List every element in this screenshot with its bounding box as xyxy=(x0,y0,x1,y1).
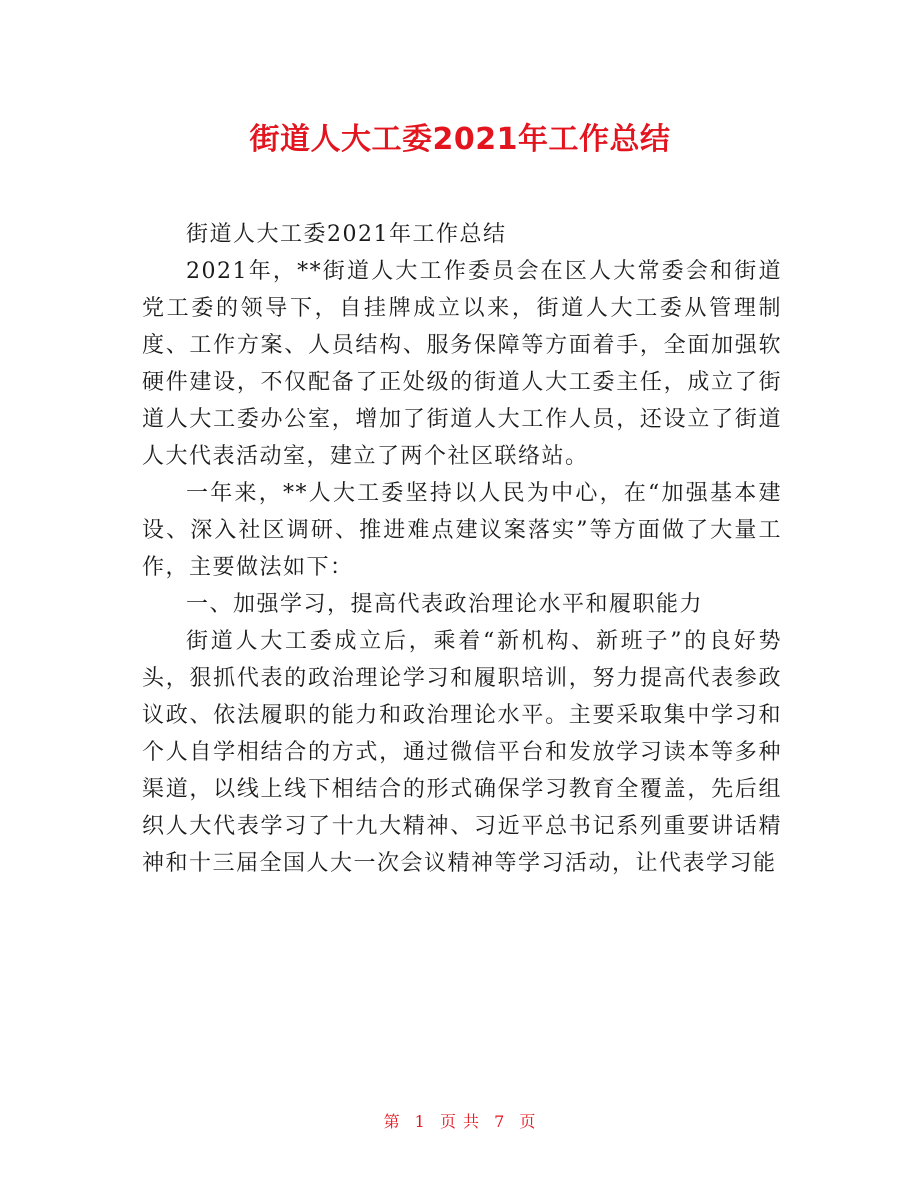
footer-total-pages: 7 xyxy=(494,1112,506,1131)
footer-middle: 页 共 xyxy=(439,1112,481,1131)
footer-current-page: 1 xyxy=(414,1112,426,1131)
paragraph-section-1: 街道人大工委成立后，乘着“新机构、新班子”的良好势头，狠抓代表的政治理论学习和履职培训，努力提高代表参政议政、依法履职的能力和政治理论水平。主要采取集中学习和个人自学相结合的方式，通过微信平台和发放学习读本等多种渠道，以线上线下相结合的形式确保学习教育全覆盖，先后组织人大代表学习了十九大精神、习近平总书记系列重要讲话精神和十三届全国人大一次会议精神等学习活动，让代表学习能 xyxy=(142,629,782,876)
paragraph-heading: 街道人大工委2021年工作总结 xyxy=(186,222,507,247)
paragraph-intro: 2021年，**街道人大工作委员会在区人大常委会和街道党工委的领导下，自挂牌成立以来，街道人大工委从管理制度、工作方案、人员结构、服务保障等方面着手，全面加强软硬件建设，不仅配备了正处级的街道人大工委主任，成立了街道人大工委办公室，增加了街道人大工作人员，还设立了街道人大代表活动室，建立了两个社区联络站。 xyxy=(142,259,782,469)
footer-suffix: 页 xyxy=(519,1112,537,1131)
document-title: 街道人大工委2021年工作总结 xyxy=(249,122,671,157)
paragraph-overview: 一年来，**人大工委坚持以人民为中心，在“加强基本建设、深入社区调研、推进难点建议案落实”等方面做了大量工作，主要做法如下： xyxy=(142,481,782,580)
document-body xyxy=(142,216,782,882)
footer-prefix: 第 xyxy=(383,1112,401,1131)
page-footer xyxy=(0,1110,920,1134)
section-heading-1: 一、加强学习，提高代表政治理论水平和履职能力 xyxy=(186,592,704,617)
